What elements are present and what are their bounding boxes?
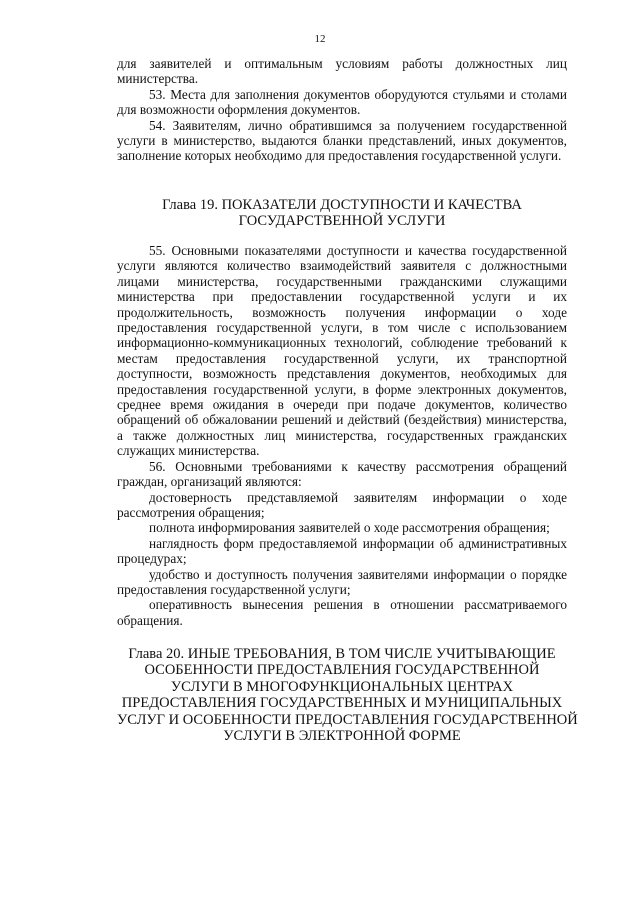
chapter-20-heading — [117, 646, 578, 745]
heading-line: Глава 19. ПОКАЗАТЕЛИ ДОСТУПНОСТИ И КАЧЕСТВА — [162, 197, 522, 213]
paragraph-54: 54. Заявителям, лично обратившимся за получением государственной услуги в министерство, выдаются бланки представлений, иных документов, заполнение которых необходимо для предоставления государственной услуги. — [117, 117, 567, 164]
page-number: 12 — [314, 33, 326, 45]
chapter-19-heading — [117, 197, 567, 230]
paragraph-52-continuation: для заявителей и оптимальным условиям работы должностных лиц министерства. — [117, 56, 567, 87]
paragraph-53: 53. Места для заполнения документов оборудуются стульями и столами для возможности оформления документов. — [117, 86, 567, 118]
requirement-item: удобство и доступность получения заявителями информации о порядке предоставления государственной услуги; — [117, 566, 567, 597]
heading-line: УСЛУГ И ОСОБЕННОСТИ ПРЕДОСТАВЛЕНИЯ ГОСУДАРСТВЕННОЙ — [117, 711, 578, 728]
paragraph-56: 56. Основными требованиями к качеству рассмотрения обращений граждан, организаций являются: — [117, 458, 567, 490]
heading-line: Глава 20. ИНЫЕ ТРЕБОВАНИЯ, В ТОМ ЧИСЛЕ УЧИТЫВАЮЩИЕ — [128, 646, 556, 662]
heading-line: ОСОБЕННОСТИ ПРЕДОСТАВЛЕНИЯ ГОСУДАРСТВЕННОЙ — [144, 662, 540, 679]
requirement-item: полнота информирования заявителей о ходе рассмотрения обращения; — [149, 520, 550, 536]
heading-line: УСЛУГИ В МНОГОФУНКЦИОНАЛЬНЫХ ЦЕНТРАХ — [170, 678, 514, 695]
paragraph-55: 55. Основными показателями доступности и качества государственной услуги являются количество взаимодействий заявителя с должностными лицами министерства, государственными гражданскими служащими министерства при предоставлении государственной услуги и их продолжительность, возможность получения информации о ходе предоставления государственной услуги, в том числе с использованием информационно-коммуникационных технологий, соблюдение требований к местам предоставления государственной услуги, их транспортной доступности, возможность представления документов, необходимых для предоставления государственной услуги, в форме электронных документов, среднее время ожидания в очереди при подаче документов, количество обращений об обжаловании решений и действий (бездействия) министерства, а также должностных лиц министерства, государственных гражданских служащих министерства. — [117, 243, 567, 459]
requirement-item: оперативность вынесения решения в отношении рассматриваемого обращения. — [117, 597, 567, 628]
text-block-1 — [117, 56, 567, 164]
heading-line: ГОСУДАРСТВЕННОЙ УСЛУГИ — [238, 213, 446, 230]
heading-line: УСЛУГИ В ЭЛЕКТРОННОЙ ФОРМЕ — [223, 728, 461, 745]
text-block-2 — [117, 243, 567, 628]
requirement-item: наглядность форм предоставляемой информации об административных процедурах; — [117, 535, 567, 567]
heading-line: ПРЕДОСТАВЛЕНИЯ ГОСУДАРСТВЕННЫХ И МУНИЦИПАЛЬНЫХ — [121, 695, 563, 712]
requirement-item: достоверность представляемой заявителям информации о ходе рассмотрения обращения; — [117, 489, 567, 520]
